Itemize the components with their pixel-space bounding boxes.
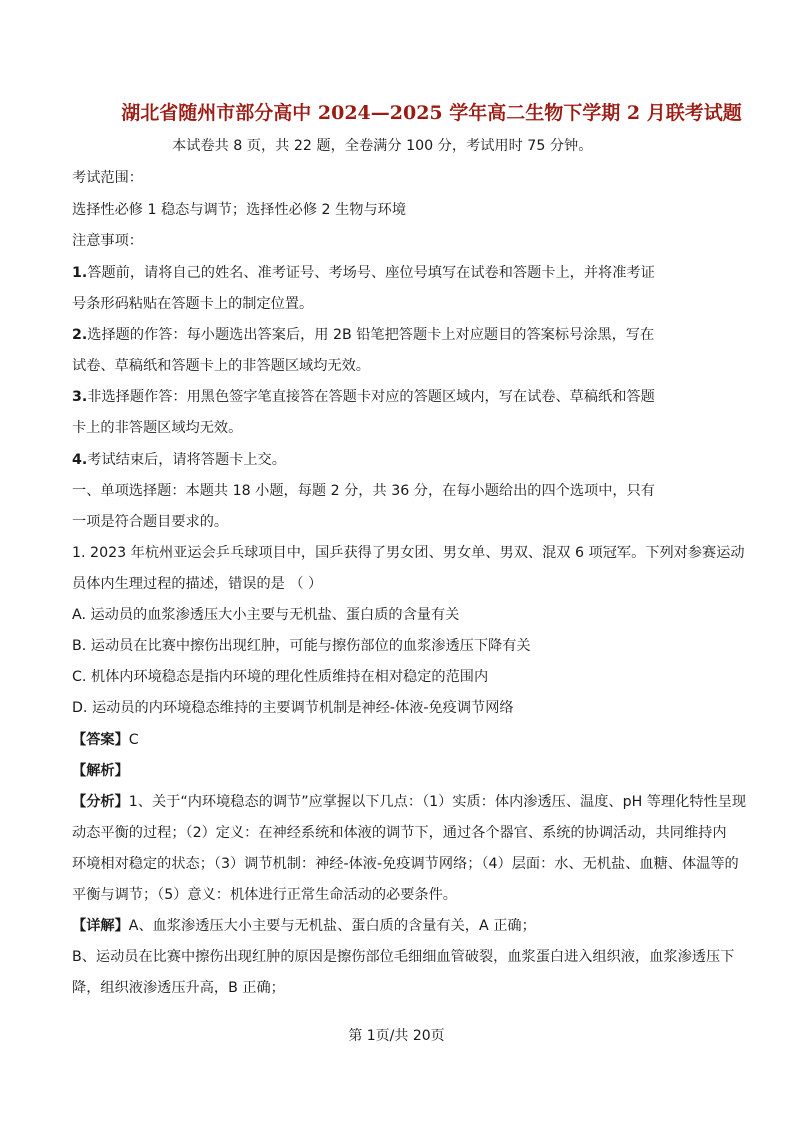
note-3-text: 非选择题作答：用黑色签字笔直接答在答题卡对应的答题区域内，写在试卷、草稿纸和答题 xyxy=(87,389,655,405)
note-1-number: 1. xyxy=(72,265,88,281)
option-c: C. 机体内环境稳态是指内环境的理化性质维持在相对稳定的范围内 xyxy=(72,669,489,685)
scope-text: 选择性必修 1 稳态与调节；选择性必修 2 生物与环境 xyxy=(72,202,407,218)
note-4 xyxy=(72,450,286,470)
note-1 xyxy=(72,263,655,283)
fenxi-text: 1、关于“内环境稳态的调节”应掌握以下几点：（1）实质：体内渗透压、温度、pH 等理化特性呈现 xyxy=(128,794,747,810)
section-heading-cont: 一项是符合题目要求的。 xyxy=(72,514,229,530)
section-heading: 一、单项选择题：本题共 18 小题，每题 2 分，共 36 分，在每小题给出的四个选项中，只有 xyxy=(72,483,655,499)
answer-line xyxy=(72,730,139,750)
question-1-stem-cont: 员体内生理过程的描述，错误的是 （ ） xyxy=(72,576,323,592)
note-3-number: 3. xyxy=(72,389,88,405)
note-3 xyxy=(72,387,655,407)
detail-b: B、运动员在比赛中擦伤出现红肿的原因是擦伤部位毛细细血管破裂，血浆蛋白进入组织液，血浆渗透压下 xyxy=(72,949,735,965)
answer-value: C xyxy=(128,732,139,748)
note-3-cont: 卡上的非答题区域均无效。 xyxy=(72,420,243,436)
fenxi-line xyxy=(72,792,746,812)
note-4-number: 4. xyxy=(72,452,88,468)
note-4-text: 考试结束后，请将答题卡上交。 xyxy=(87,452,286,468)
fenxi-cont-1: 动态平衡的过程；（2）定义：在神经系统和体液的调节下，通过各个器官、系统的协调活动，共同维持内 xyxy=(72,825,727,841)
scope-label: 考试范围： xyxy=(72,170,143,186)
note-2-text: 选择题的作答：每小题选出答案后，用 2B 铅笔把答题卡上对应题目的答案标号涂黑，写在 xyxy=(87,327,655,343)
option-a: A. 运动员的血浆渗透压大小主要与无机盐、蛋白质的含量有关 xyxy=(72,607,460,623)
note-2-number: 2. xyxy=(72,327,88,343)
fenxi-tag: 【分析】 xyxy=(72,794,129,810)
page-title: 湖北省随州市部分高中 2024—2025 学年高二生物下学期 2 月联考试题 xyxy=(121,102,742,124)
exam-intro: 本试卷共 8 页，共 22 题，全卷满分 100 分，考试用时 75 分钟。 xyxy=(172,138,593,154)
question-1-stem: 1. 2023 年杭州亚运会乒乓球项目中，国乒获得了男女团、男女单、男双、混双 6 项冠军。下列对参赛运动 xyxy=(72,545,745,561)
note-1-cont: 号条形码粘贴在答题卡上的制定位置。 xyxy=(72,296,314,312)
fenxi-cont-3: 平衡与调节；（5）意义：机体进行正常生命活动的必要条件。 xyxy=(72,887,457,903)
notes-label: 注意事项： xyxy=(72,233,143,249)
answer-tag: 【答案】 xyxy=(72,732,129,748)
detail-b-cont: 降，组织液渗透压升高，B 正确； xyxy=(72,980,285,996)
analysis-tag: 【解析】 xyxy=(72,763,129,779)
note-1-text: 答题前，请将自己的姓名、准考证号、考场号、座位号填写在试卷和答题卡上，并将准考证 xyxy=(87,265,655,281)
note-2 xyxy=(72,325,654,345)
detail-tag: 【详解】 xyxy=(72,918,129,934)
page-footer: 第 1页/共 20页 xyxy=(348,1028,445,1044)
detail-line xyxy=(72,916,536,936)
fenxi-cont-2: 环境相对稳定的状态；（3）调节机制：神经-体液-免疫调节网络；（4）层面：水、无机盐、血糖、体温等的 xyxy=(72,856,739,872)
option-d: D. 运动员的内环境稳态维持的主要调节机制是神经-体液-免疫调节网络 xyxy=(72,700,514,716)
option-b: B. 运动员在比赛中擦伤出现红肿，可能与擦伤部位的血浆渗透压下降有关 xyxy=(72,638,531,654)
detail-text: A、血浆渗透压大小主要与无机盐、蛋白质的含量有关，A 正确； xyxy=(128,918,536,934)
note-2-cont: 试卷、草稿纸和答题卡上的非答题区域均无效。 xyxy=(72,358,370,374)
